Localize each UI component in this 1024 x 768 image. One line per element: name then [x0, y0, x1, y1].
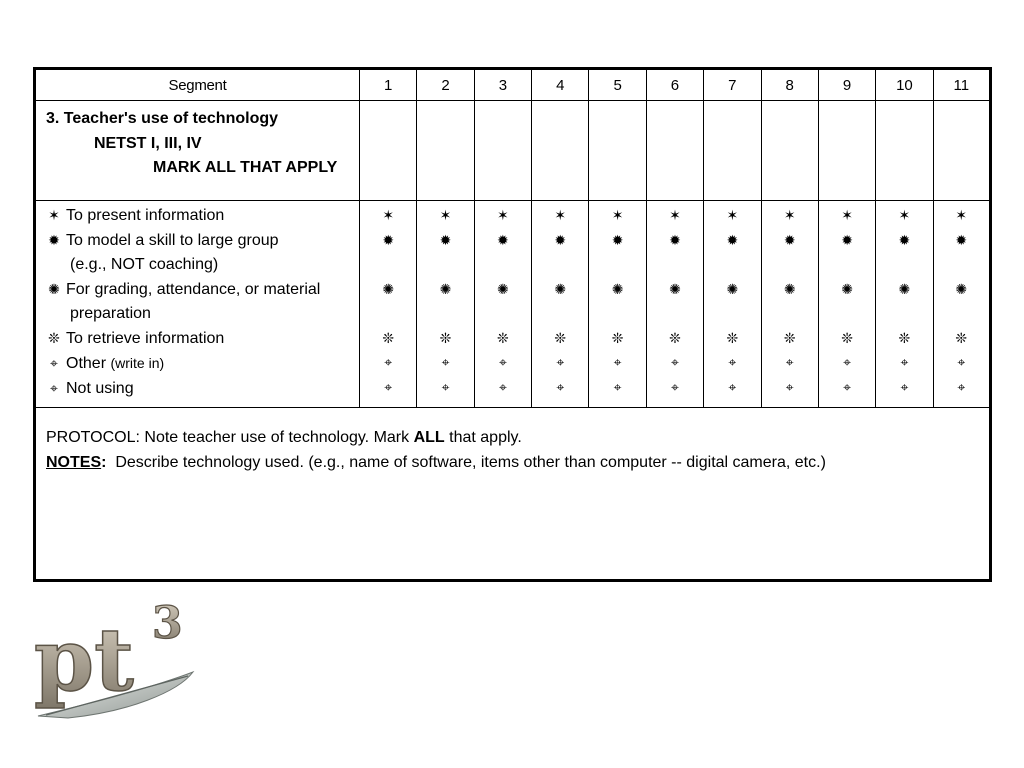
- option-item: [46, 278, 349, 303]
- mark-twelve-point-star-icon[interactable]: ✹: [554, 232, 567, 249]
- mark-teardrop-asterisk-icon[interactable]: ❊: [611, 330, 624, 347]
- notes-text: Describe technology used. (e.g., name of software, items other than computer -- digital camera, etc.): [106, 453, 826, 471]
- sixteen-point-star-icon: ✺: [48, 281, 60, 298]
- option-label: Other: [66, 355, 107, 372]
- section-standards: NETST I, III, IV: [94, 134, 202, 152]
- segment-number: 2: [417, 69, 474, 101]
- protocol-all-emphasis: ALL: [413, 429, 445, 446]
- mark-six-point-star-icon[interactable]: ✶: [783, 208, 796, 224]
- mark-crosshair-icon[interactable]: ⌖: [441, 379, 450, 396]
- segment-number: 11: [933, 69, 990, 101]
- segment-number: 8: [761, 69, 818, 101]
- segment-mark-column: [360, 201, 417, 408]
- mark-boxed-crosshair-icon[interactable]: ⌖: [957, 355, 966, 371]
- mark-boxed-crosshair-icon[interactable]: ⌖: [556, 355, 565, 371]
- segment-number: 4: [532, 69, 589, 101]
- section-row: [35, 101, 991, 201]
- mark-boxed-crosshair-icon[interactable]: ⌖: [671, 355, 679, 371]
- mark-spacer: [360, 253, 416, 278]
- mark-boxed-crosshair-icon[interactable]: ⌖: [785, 355, 794, 371]
- option-label: To retrieve information: [66, 329, 225, 347]
- mark-teardrop-asterisk-icon[interactable]: ❊: [898, 330, 911, 347]
- mark-boxed-crosshair-icon[interactable]: ⌖: [384, 355, 393, 371]
- mark-twelve-point-star-icon[interactable]: ✹: [898, 232, 911, 249]
- mark-sixteen-point-star-icon[interactable]: ✺: [726, 281, 739, 298]
- section-heading: [35, 101, 360, 201]
- mark-twelve-point-star-icon[interactable]: ✹: [726, 232, 739, 249]
- segment-mark-column: [646, 201, 703, 408]
- mark-spacer: [704, 253, 760, 278]
- mark-twelve-point-star-icon[interactable]: ✹: [841, 232, 853, 249]
- mark-twelve-point-star-icon[interactable]: ✹: [497, 232, 509, 249]
- mark-six-point-star-icon[interactable]: ✶: [955, 208, 968, 224]
- mark-spacer: [647, 302, 703, 327]
- segment-number: 5: [589, 69, 646, 101]
- mark-crosshair-icon[interactable]: ⌖: [613, 379, 622, 396]
- option-label: For grading, attendance, or material: [66, 280, 321, 298]
- mark-teardrop-asterisk-icon[interactable]: ❊: [554, 330, 567, 347]
- six-point-star-icon: ✶: [48, 208, 60, 224]
- mark-sixteen-point-star-icon[interactable]: ✺: [841, 281, 853, 298]
- empty-cell: [532, 101, 589, 201]
- option-item: [46, 229, 349, 254]
- notes-label: NOTES: [46, 453, 102, 471]
- mark-spacer: [704, 302, 760, 327]
- segment-mark-column: [876, 201, 933, 408]
- mark-crosshair-icon[interactable]: ⌖: [900, 379, 909, 396]
- segment-mark-column: [589, 201, 646, 408]
- mark-sixteen-point-star-icon[interactable]: ✺: [898, 281, 911, 298]
- mark-spacer: [475, 253, 531, 278]
- mark-spacer: [819, 253, 875, 278]
- mark-spacer: [876, 253, 932, 278]
- mark-spacer: [762, 253, 818, 278]
- section-title: 3. Teacher's use of technology: [46, 110, 279, 127]
- options-list: [35, 201, 360, 408]
- mark-crosshair-icon[interactable]: ⌖: [785, 379, 794, 396]
- segment-mark-column: [818, 201, 875, 408]
- crosshair-icon: ⌖: [50, 380, 58, 397]
- protocol-row: [35, 408, 991, 581]
- mark-spacer: [934, 302, 989, 327]
- mark-six-point-star-icon[interactable]: ✶: [898, 208, 911, 224]
- mark-twelve-point-star-icon[interactable]: ✹: [669, 232, 681, 249]
- section-instruction: MARK ALL THAT APPLY: [153, 159, 338, 176]
- empty-cell: [417, 101, 474, 201]
- mark-sixteen-point-star-icon[interactable]: ✺: [497, 281, 509, 298]
- protocol-text: PROTOCOL: Note teacher use of technology. Mark: [46, 429, 414, 446]
- mark-twelve-point-star-icon[interactable]: ✹: [783, 232, 796, 249]
- mark-sixteen-point-star-icon[interactable]: ✺: [611, 281, 624, 298]
- mark-six-point-star-icon[interactable]: ✶: [554, 208, 567, 224]
- empty-cell: [933, 101, 990, 201]
- mark-crosshair-icon[interactable]: ⌖: [384, 379, 393, 396]
- mark-six-point-star-icon[interactable]: ✶: [669, 208, 681, 224]
- mark-teardrop-asterisk-icon[interactable]: ❊: [439, 330, 452, 347]
- mark-spacer: [647, 253, 703, 278]
- mark-crosshair-icon[interactable]: ⌖: [728, 379, 737, 396]
- mark-spacer: [360, 302, 416, 327]
- segment-mark-column: [474, 201, 531, 408]
- logo-text: pt: [34, 610, 134, 711]
- mark-crosshair-icon[interactable]: ⌖: [498, 379, 507, 396]
- mark-teardrop-asterisk-icon[interactable]: ❊: [497, 330, 509, 347]
- mark-teardrop-asterisk-icon[interactable]: ❊: [669, 330, 681, 347]
- mark-six-point-star-icon[interactable]: ✶: [726, 208, 739, 224]
- option-continuation: preparation: [70, 305, 151, 322]
- segment-number: 1: [360, 69, 417, 101]
- segment-number: 3: [474, 69, 531, 101]
- option-item: [46, 204, 349, 229]
- boxed-crosshair-icon: ⌖: [50, 356, 58, 372]
- protocol-text-end: that apply.: [444, 429, 522, 446]
- option-label: Not using: [66, 379, 134, 397]
- mark-boxed-crosshair-icon[interactable]: ⌖: [613, 355, 622, 371]
- mark-crosshair-icon[interactable]: ⌖: [957, 379, 966, 396]
- option-continuation: (e.g., NOT coaching): [70, 256, 219, 273]
- mark-spacer: [876, 302, 932, 327]
- header-row: [35, 69, 991, 101]
- mark-six-point-star-icon[interactable]: ✶: [439, 208, 452, 224]
- mark-spacer: [589, 302, 645, 327]
- protocol-line: [46, 426, 979, 451]
- options-row: [35, 201, 991, 408]
- segment-mark-column: [417, 201, 474, 408]
- mark-teardrop-asterisk-icon[interactable]: ❊: [841, 330, 853, 347]
- empty-cell: [589, 101, 646, 201]
- option-item: [46, 327, 349, 352]
- mark-sixteen-point-star-icon[interactable]: ✺: [955, 281, 968, 298]
- mark-boxed-crosshair-icon[interactable]: ⌖: [728, 355, 737, 371]
- mark-teardrop-asterisk-icon[interactable]: ❊: [382, 330, 395, 347]
- segment-number: 9: [818, 69, 875, 101]
- segment-number: 7: [704, 69, 761, 101]
- mark-sixteen-point-star-icon[interactable]: ✺: [669, 281, 681, 298]
- mark-teardrop-asterisk-icon[interactable]: ❊: [955, 330, 968, 347]
- mark-spacer: [417, 302, 473, 327]
- mark-six-point-star-icon[interactable]: ✶: [841, 208, 853, 224]
- mark-spacer: [762, 302, 818, 327]
- mark-crosshair-icon[interactable]: ⌖: [843, 379, 851, 396]
- mark-twelve-point-star-icon[interactable]: ✹: [955, 232, 968, 249]
- mark-spacer: [934, 253, 989, 278]
- empty-cell: [360, 101, 417, 201]
- mark-sixteen-point-star-icon[interactable]: ✺: [554, 281, 567, 298]
- mark-boxed-crosshair-icon[interactable]: ⌖: [498, 355, 507, 371]
- option-item: [46, 377, 349, 402]
- mark-sixteen-point-star-icon[interactable]: ✺: [439, 281, 452, 298]
- mark-six-point-star-icon[interactable]: ✶: [382, 208, 395, 224]
- segment-number: 6: [646, 69, 703, 101]
- mark-spacer: [475, 302, 531, 327]
- mark-teardrop-asterisk-icon[interactable]: ❊: [726, 330, 739, 347]
- segment-header: Segment: [35, 69, 360, 101]
- mark-twelve-point-star-icon[interactable]: ✹: [611, 232, 624, 249]
- notes-line: [46, 451, 979, 476]
- observation-table: [33, 67, 992, 582]
- mark-twelve-point-star-icon[interactable]: ✹: [382, 232, 395, 249]
- teardrop-asterisk-icon: ❊: [48, 330, 60, 347]
- mark-spacer: [532, 253, 588, 278]
- segment-number: 10: [876, 69, 933, 101]
- option-label: To present information: [66, 207, 225, 224]
- mark-six-point-star-icon[interactable]: ✶: [497, 208, 509, 224]
- mark-twelve-point-star-icon[interactable]: ✹: [439, 232, 452, 249]
- empty-cell: [704, 101, 761, 201]
- mark-spacer: [532, 302, 588, 327]
- mark-six-point-star-icon[interactable]: ✶: [611, 208, 624, 224]
- empty-cell: [761, 101, 818, 201]
- empty-cell: [818, 101, 875, 201]
- option-label: To model a skill to large group: [66, 231, 279, 249]
- empty-cell: [876, 101, 933, 201]
- empty-cell: [646, 101, 703, 201]
- mark-spacer: [819, 302, 875, 327]
- mark-boxed-crosshair-icon[interactable]: ⌖: [843, 355, 851, 371]
- pt3-logo: [28, 594, 198, 724]
- mark-crosshair-icon[interactable]: ⌖: [556, 379, 565, 396]
- logo-superscript: 3: [152, 598, 183, 649]
- mark-spacer: [417, 253, 473, 278]
- segment-mark-column: [532, 201, 589, 408]
- mark-boxed-crosshair-icon[interactable]: ⌖: [441, 355, 450, 371]
- mark-sixteen-point-star-icon[interactable]: ✺: [382, 281, 395, 298]
- segment-mark-column: [761, 201, 818, 408]
- segment-mark-column: [704, 201, 761, 408]
- segment-mark-column: [933, 201, 990, 408]
- mark-spacer: [589, 253, 645, 278]
- mark-crosshair-icon[interactable]: ⌖: [671, 379, 679, 396]
- mark-boxed-crosshair-icon[interactable]: ⌖: [900, 355, 909, 371]
- twelve-point-star-icon: ✹: [48, 232, 60, 249]
- notes-colon: :: [101, 453, 107, 471]
- empty-cell: [474, 101, 531, 201]
- protocol-notes: [35, 408, 991, 581]
- option-note: (write in): [110, 355, 165, 371]
- mark-sixteen-point-star-icon[interactable]: ✺: [783, 281, 796, 298]
- mark-teardrop-asterisk-icon[interactable]: ❊: [783, 330, 796, 347]
- option-item: [46, 351, 349, 377]
